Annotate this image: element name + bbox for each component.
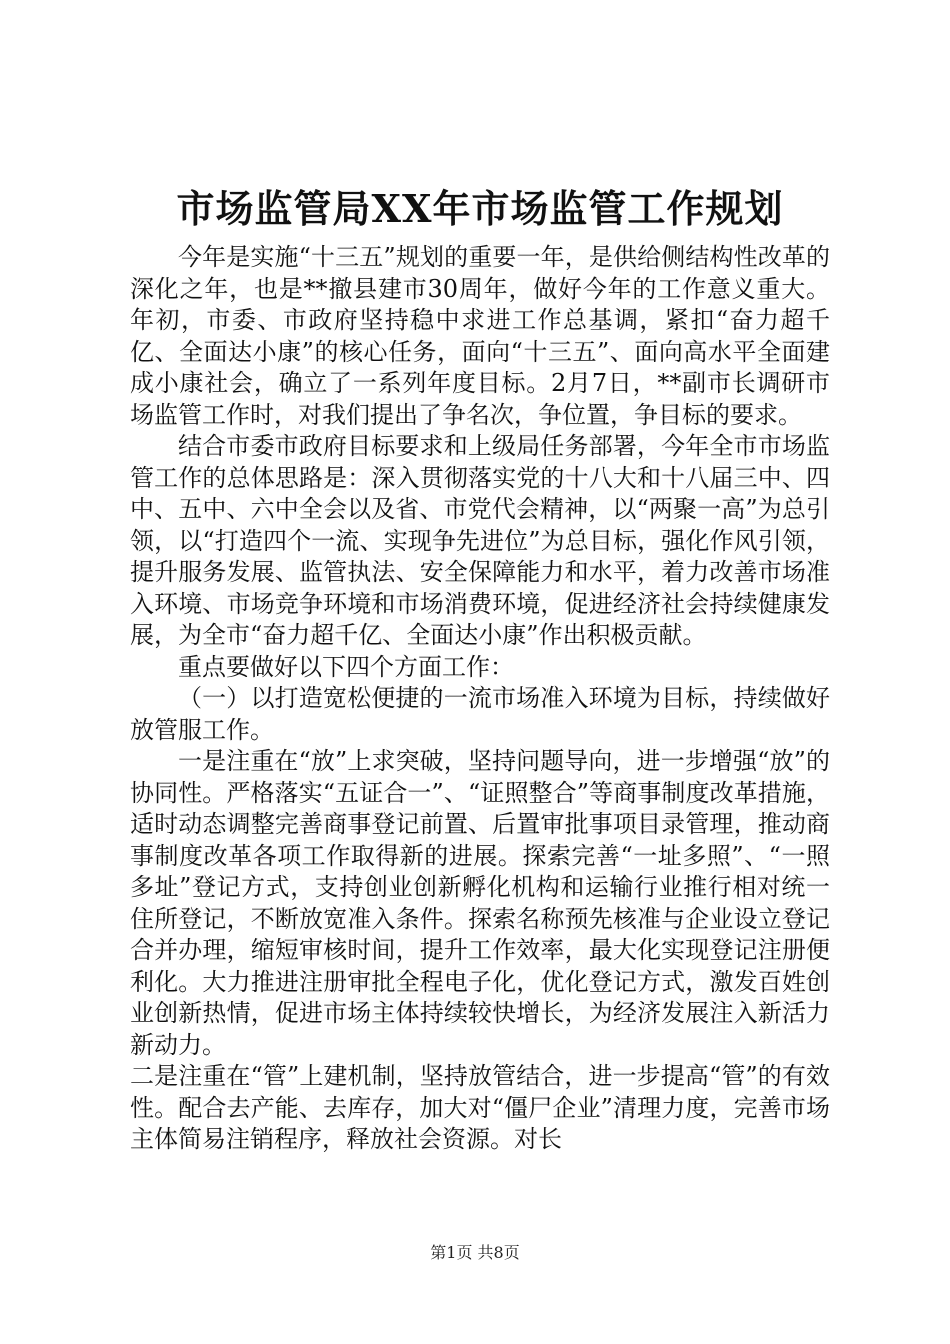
paragraph-intro: 今年是实施“十三五”规划的重要一年，是供给侧结构性改革的深化之年，也是**撤县建市30周年，做好今年的工作意义重大。年初，市委、市政府坚持稳中求进工作总基调，紧扣“奋力超千亿、全面达小康”的核心任务，面向“十三五”、面向高水平全面建成小康社会，确立了一系列年度目标。2月7日，**副市长调研市场监管工作时，对我们提出了争名次，争位置，争目标的要求。 xyxy=(130,243,830,429)
document-title: 市场监管局XX年市场监管工作规划 xyxy=(176,186,784,231)
paragraph-key-tasks: 重点要做好以下四个方面工作： xyxy=(178,652,514,681)
page-footer: 第1页 共8页 xyxy=(430,1243,520,1262)
paragraph-point-1: 一是注重在“放”上求突破，坚持问题导向，进一步增强“放”的协同性。严格落实“五证合一”、“证照整合”等商事制度改革措施，适时动态调整完善商事登记前置、后置审批事项目录管理，推动商事制度改革各项工作取得新的进展。探索完善“一址多照”、“一照多址”登记方式，支持创业创新孵化机构和运输行业推行相对统一住所登记，不断放宽准入条件。探索名称预先核准与企业设立登记合并办理，缩短审核时间，提升工作效率，最大化实现登记注册便利化。大力推进注册审批全程电子化，优化登记方式，激发百姓创业创新热情，促进市场主体持续较快增长，为经济发展注入新活力新动力。 xyxy=(130,747,830,1059)
document-page xyxy=(130,182,830,1156)
paragraph-section-1-heading: （一）以打造宽松便捷的一流市场准入环境为目标，持续做好放管服工作。 xyxy=(130,684,830,744)
paragraph-point-2: 二是注重在“管”上建机制，坚持放管结合，进一步提高“管”的有效性。配合去产能、去库存，加大对“僵尸企业”清理力度，完善市场主体简易注销程序，释放社会资源。对长 xyxy=(130,1062,830,1153)
paragraph-overall-approach: 结合市委市政府目标要求和上级局任务部署，今年全市市场监管工作的总体思路是：深入贯彻落实党的十八大和十八届三中、四中、五中、六中全会以及省、市党代会精神，以“两聚一高”为总引领，以“打造四个一流、实现争先进位”为总目标，强化作风引领，提升服务发展、监管执法、安全保障能力和水平，着力改善市场准入环境、市场竞争环境和市场消费环境，促进经济社会持续健康发展，为全市“奋力超千亿、全面达小康”作出积极贡献。 xyxy=(130,432,830,649)
